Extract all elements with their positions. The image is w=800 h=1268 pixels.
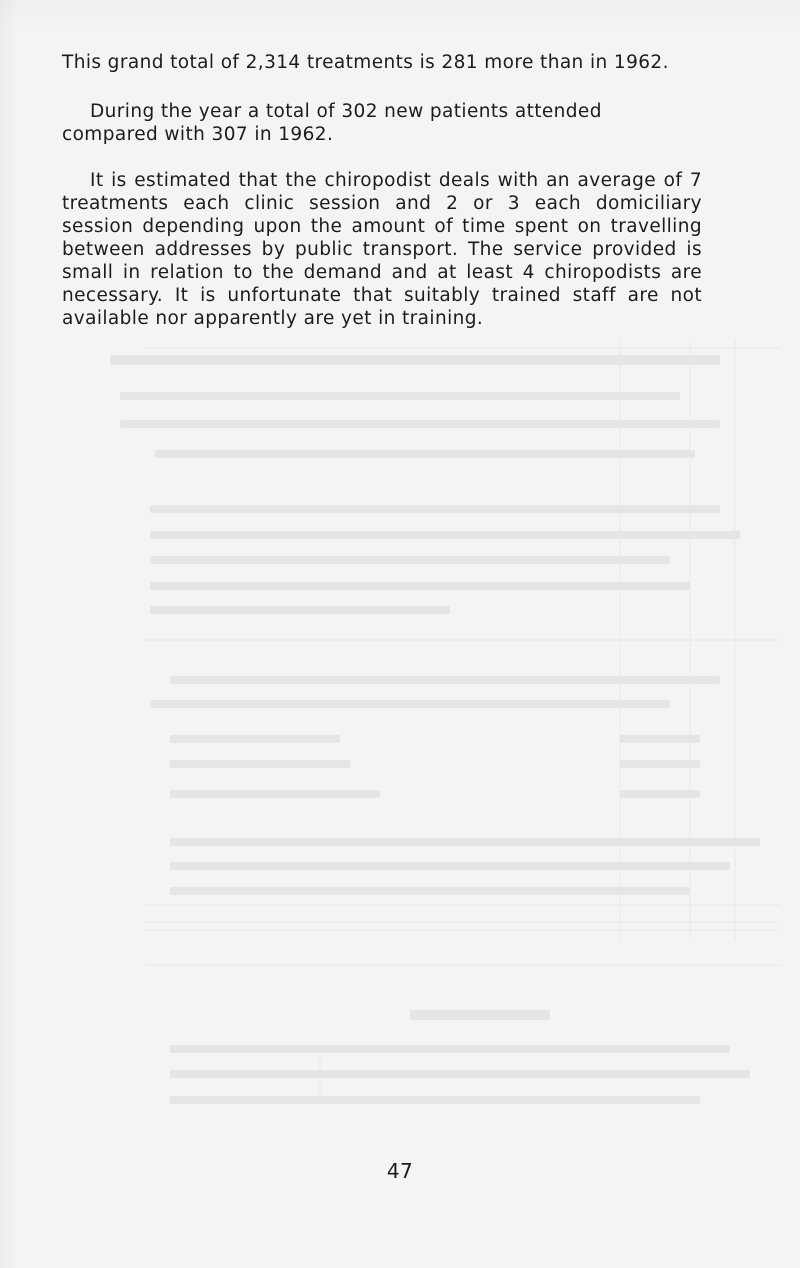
paragraph-chiropodist-estimate: It is estimated that the chiropodist deals with an average of 7 treatments each clinic session and 2 or 3 each domiciliary session depending upon the amount of time spent on travelling between addresses by public transport. The service provided is small in relation to the demand and at least 4 chiropodists are necessary. It is unfortunate that suitably trained staff are not available nor apparently are yet in training.: [62, 170, 702, 329]
paragraph-new-patients: During the year a total of 302 new patients attended compared with 307 in 1962.: [62, 101, 602, 145]
page-number: 47: [386, 1159, 414, 1183]
paragraph-treatment-total: This grand total of 2,314 treatments is 281 more than in 1962.: [62, 52, 669, 73]
